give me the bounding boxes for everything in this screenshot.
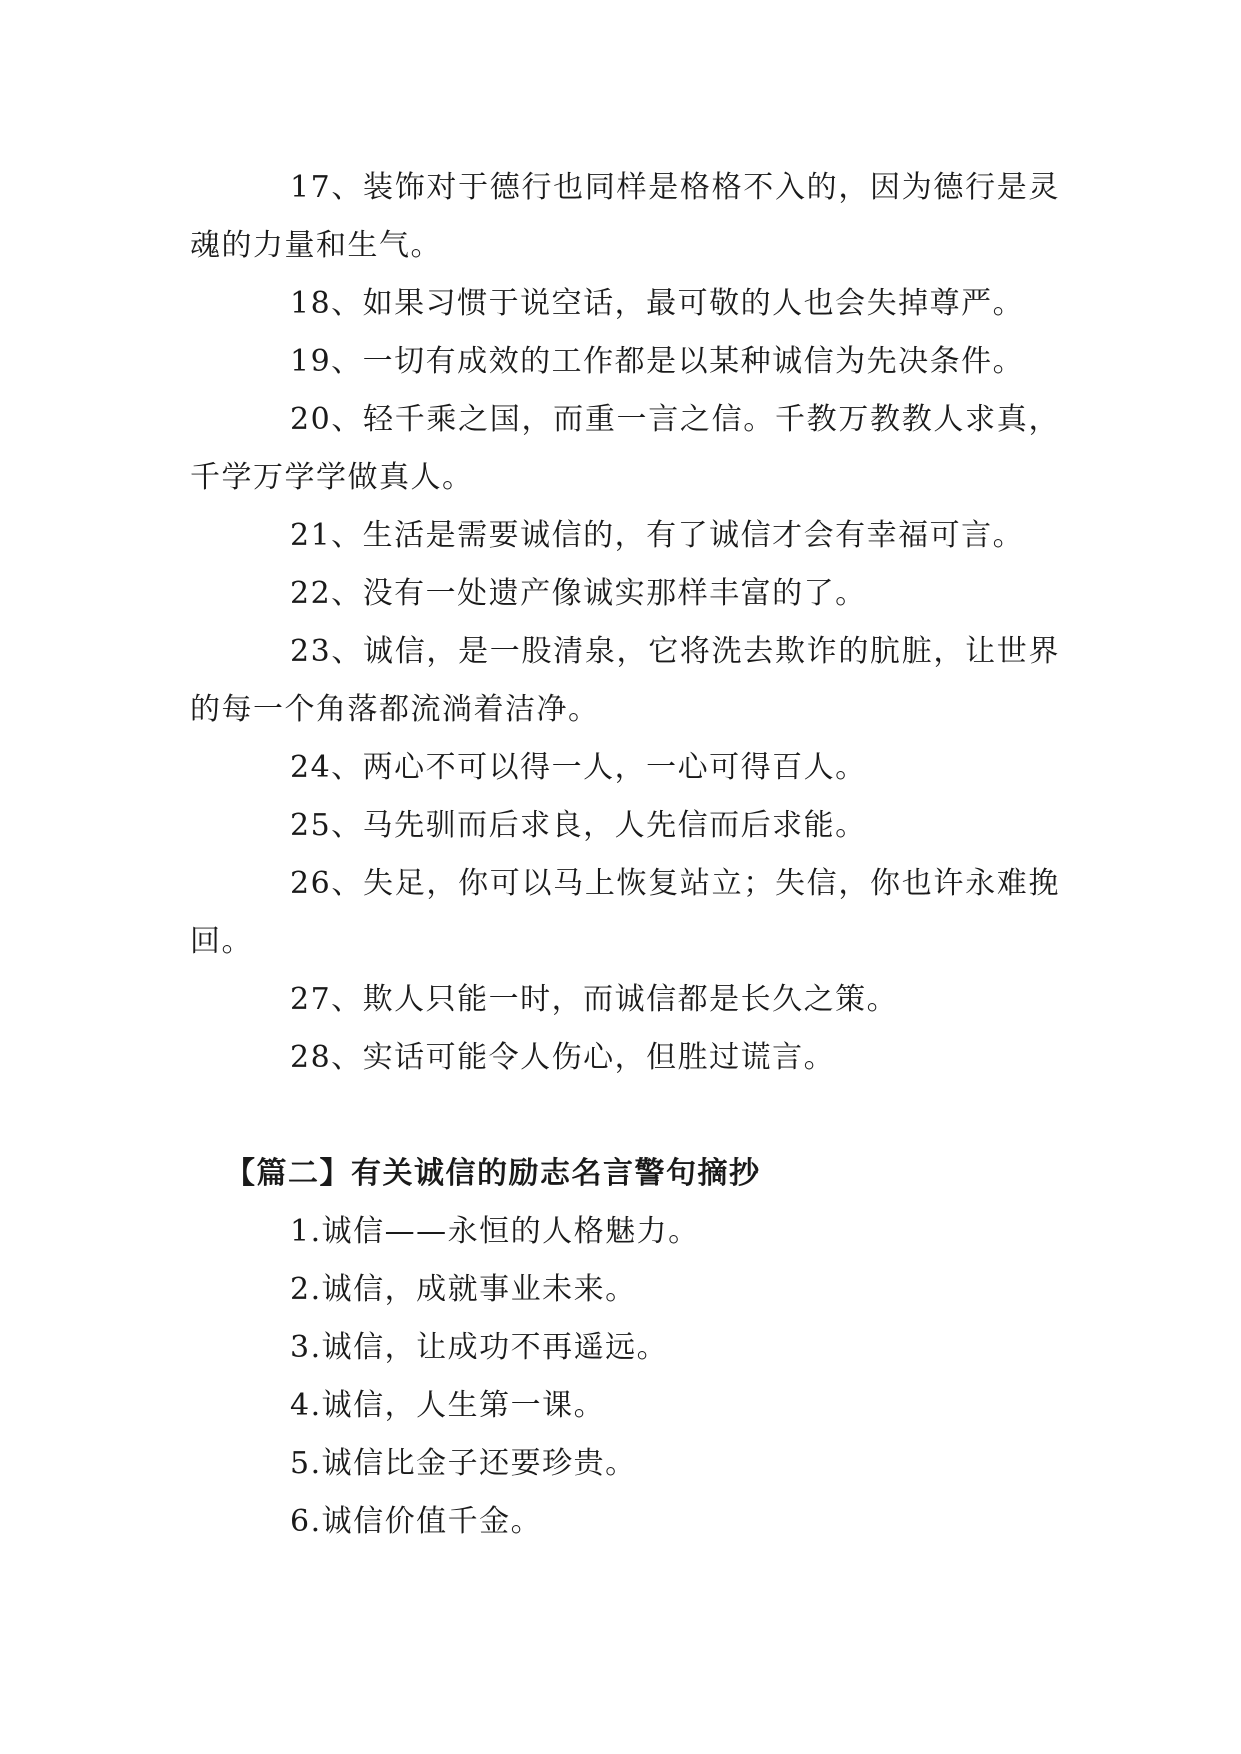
quote-item: 27、欺人只能一时，而诚信都是长久之策。: [290, 982, 899, 1017]
quote-item: 21、生活是需要诚信的，有了诚信才会有幸福可言。: [290, 518, 1025, 553]
quote-item: 24、两心不可以得一人，一心可得百人。: [290, 750, 867, 785]
quote-item: 5.诚信比金子还要珍贵。: [290, 1446, 637, 1481]
quote-item: 25、马先驯而后求良，人先信而后求能。: [290, 808, 867, 843]
quote-item: 17、装饰对于德行也同样是格格不入的，因为德行是灵魂的力量和生气。: [190, 170, 1060, 263]
quote-item: 26、失足，你可以马上恢复站立；失信，你也许永难挽回。: [190, 866, 1060, 959]
quote-list-part-two: [190, 1203, 1060, 1551]
quote-item: 3.诚信，让成功不再遥远。: [290, 1330, 669, 1365]
quote-item: 2.诚信，成就事业未来。: [290, 1272, 637, 1307]
quote-item: 1.诚信——永恒的人格魅力。: [290, 1214, 700, 1249]
quote-item: 4.诚信，人生第一课。: [290, 1388, 606, 1423]
quote-item: 28、实话可能令人伤心，但胜过谎言。: [290, 1040, 836, 1075]
quote-item: 19、一切有成效的工作都是以某种诚信为先决条件。: [290, 344, 1025, 379]
quote-item: 22、没有一处遗产像诚实那样丰富的了。: [290, 576, 867, 611]
section-heading: 【篇二】有关诚信的励志名言警句摘抄: [225, 1156, 761, 1191]
quote-list-part-one: [190, 159, 1060, 1087]
quote-item: 6.诚信价值千金。: [290, 1504, 543, 1539]
quote-item: 20、轻千乘之国，而重一言之信。千教万教教人求真，千学万学学做真人。: [190, 402, 1060, 495]
document-page: [190, 159, 1060, 1551]
quote-item: 23、诚信，是一股清泉，它将洗去欺诈的肮脏，让世界的每一个角落都流淌着洁净。: [190, 634, 1060, 727]
section-spacer: [190, 1087, 1060, 1145]
quote-item: 18、如果习惯于说空话，最可敬的人也会失掉尊严。: [290, 286, 1025, 321]
